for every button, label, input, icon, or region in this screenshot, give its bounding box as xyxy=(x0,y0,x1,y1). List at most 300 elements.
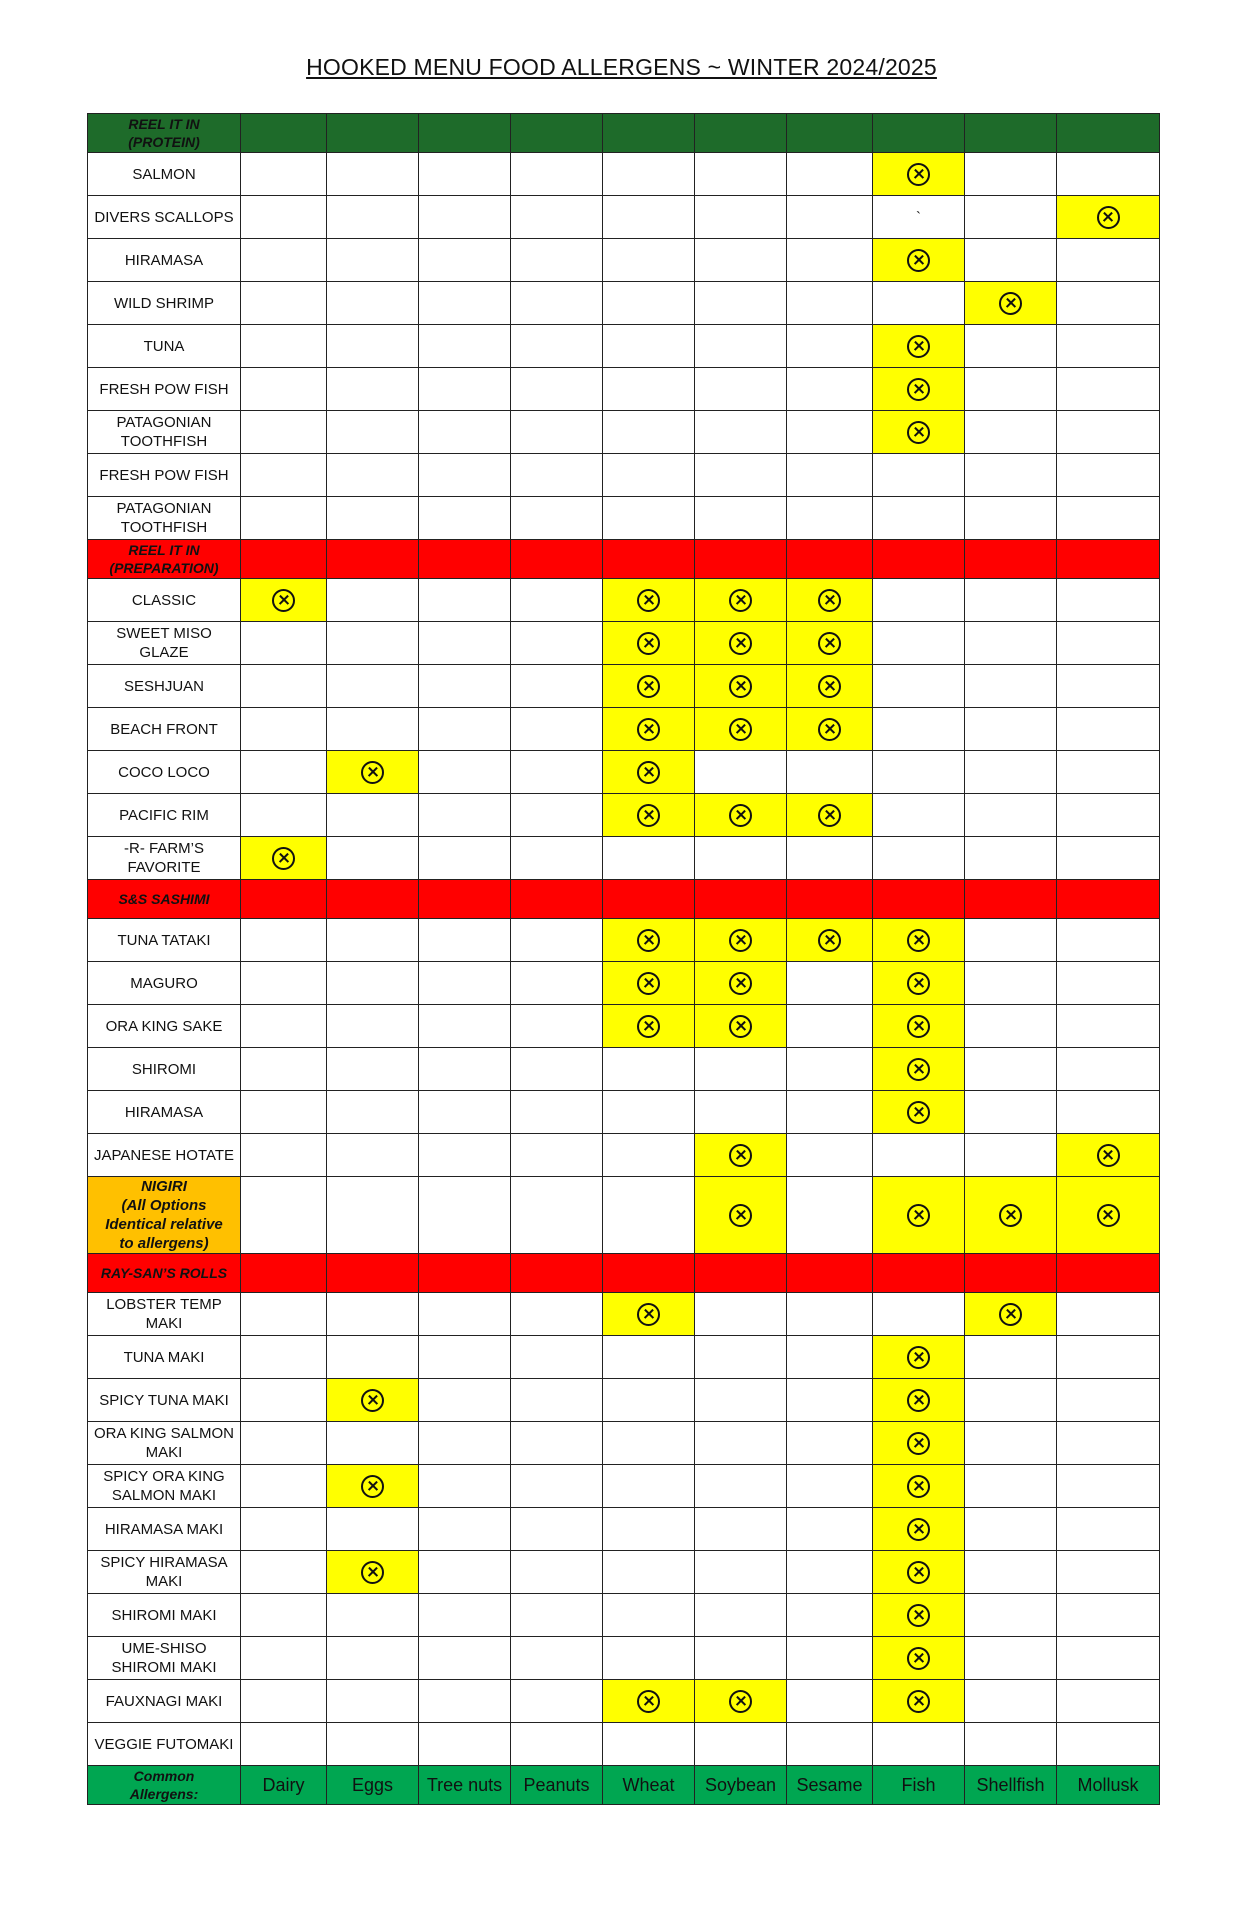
table-row xyxy=(88,196,1160,239)
empty-cell xyxy=(603,1134,695,1177)
label-line: TUNA xyxy=(143,337,185,355)
empty-cell xyxy=(965,1680,1057,1723)
empty-cell xyxy=(695,325,787,368)
allergen-cell-wheat xyxy=(603,751,695,794)
allergen-cell-eggs xyxy=(327,1551,419,1594)
allergen-cell-fish xyxy=(873,325,965,368)
empty-cell xyxy=(511,497,603,540)
empty-cell xyxy=(695,196,787,239)
empty-cell xyxy=(873,196,965,239)
circled-x-icon xyxy=(637,761,660,784)
allergen-cell-wheat xyxy=(603,665,695,708)
empty-cell xyxy=(241,196,327,239)
empty-cell xyxy=(1057,1637,1160,1680)
empty-cell xyxy=(511,1680,603,1723)
table-row xyxy=(88,962,1160,1005)
empty-cell xyxy=(1057,497,1160,540)
empty-cell xyxy=(327,325,419,368)
empty-cell xyxy=(787,411,873,454)
empty-cell xyxy=(511,1422,603,1465)
empty-cell xyxy=(1057,1091,1160,1134)
empty-cell xyxy=(787,196,873,239)
label-line: Identical relative xyxy=(105,1216,223,1233)
empty-cell xyxy=(511,837,603,880)
empty-cell xyxy=(419,411,511,454)
empty-cell xyxy=(787,1680,873,1723)
label-line: TOOTHFISH xyxy=(120,433,208,450)
empty-cell xyxy=(787,1723,873,1766)
empty-cell xyxy=(787,1637,873,1680)
empty-cell xyxy=(327,1336,419,1379)
empty-cell xyxy=(327,665,419,708)
empty-cell xyxy=(965,837,1057,880)
empty-cell xyxy=(327,196,419,239)
menu-item-name xyxy=(88,153,241,196)
allergen-cell-mollusk xyxy=(1057,1177,1160,1254)
empty-cell xyxy=(511,196,603,239)
empty-cell xyxy=(241,708,327,751)
empty-cell xyxy=(695,1637,787,1680)
menu-item-name xyxy=(88,1723,241,1766)
common-allergens-label xyxy=(88,1766,241,1805)
menu-item-name xyxy=(88,368,241,411)
empty-cell xyxy=(787,837,873,880)
table-row xyxy=(88,1551,1160,1594)
menu-item-name xyxy=(88,282,241,325)
circled-x-icon xyxy=(907,1346,930,1369)
empty-cell xyxy=(419,325,511,368)
allergen-cell-wheat xyxy=(603,579,695,622)
empty-cell xyxy=(241,1594,327,1637)
empty-cell xyxy=(419,962,511,1005)
section-fill-cell xyxy=(965,1254,1057,1293)
section-fill-cell xyxy=(873,880,965,919)
empty-cell xyxy=(965,751,1057,794)
circled-x-icon xyxy=(818,718,841,741)
empty-cell xyxy=(1057,919,1160,962)
empty-cell xyxy=(1057,1379,1160,1422)
circled-x-icon xyxy=(907,1690,930,1713)
section-fill-cell xyxy=(787,880,873,919)
menu-item-name xyxy=(88,1422,241,1465)
menu-item-name xyxy=(88,751,241,794)
table-body xyxy=(88,114,1160,1805)
section-fill-cell xyxy=(603,540,695,579)
empty-cell xyxy=(1057,1551,1160,1594)
circled-x-icon xyxy=(907,929,930,952)
empty-cell xyxy=(603,239,695,282)
empty-cell xyxy=(327,1594,419,1637)
label-line: HIRAMASA xyxy=(124,251,204,269)
allergen-cell-eggs xyxy=(327,1379,419,1422)
circled-x-icon xyxy=(907,1647,930,1670)
empty-cell xyxy=(327,1293,419,1336)
empty-cell xyxy=(965,579,1057,622)
table-row xyxy=(88,1048,1160,1091)
section-fill-cell xyxy=(787,1254,873,1293)
circled-x-icon xyxy=(361,1561,384,1584)
empty-cell xyxy=(511,665,603,708)
table-row xyxy=(88,1134,1160,1177)
menu-item-name xyxy=(88,497,241,540)
allergen-cell-sesame xyxy=(787,919,873,962)
allergen-cell-soybean xyxy=(695,579,787,622)
section-fill-cell xyxy=(965,114,1057,153)
section-fill-cell xyxy=(241,1254,327,1293)
empty-cell xyxy=(695,1379,787,1422)
empty-cell xyxy=(1057,368,1160,411)
table-row xyxy=(88,1005,1160,1048)
section-title xyxy=(88,540,241,579)
label-line: SPICY HIRAMASA xyxy=(100,1554,228,1571)
menu-item-name xyxy=(88,1091,241,1134)
table-row xyxy=(88,325,1160,368)
menu-item-name xyxy=(88,1177,241,1254)
empty-cell xyxy=(241,1379,327,1422)
section-fill-cell xyxy=(327,880,419,919)
allergen-cell-soybean xyxy=(695,962,787,1005)
allergen-cell-wheat xyxy=(603,622,695,665)
empty-cell xyxy=(327,1091,419,1134)
label-line: ORA KING SAKE xyxy=(105,1017,223,1035)
table-row xyxy=(88,794,1160,837)
empty-cell xyxy=(965,708,1057,751)
label-line: RAY-SAN’S ROLLS xyxy=(100,1265,228,1281)
label-line: PATAGONIAN xyxy=(116,414,212,431)
empty-cell xyxy=(327,837,419,880)
empty-cell xyxy=(873,282,965,325)
label-line: SESHJUAN xyxy=(123,677,205,695)
circled-x-icon xyxy=(637,632,660,655)
section-fill-cell xyxy=(1057,1254,1160,1293)
section-fill-cell xyxy=(241,540,327,579)
empty-cell xyxy=(873,794,965,837)
empty-cell xyxy=(695,1508,787,1551)
empty-cell xyxy=(787,1465,873,1508)
label-line: BEACH FRONT xyxy=(110,720,218,738)
empty-cell xyxy=(965,622,1057,665)
empty-cell xyxy=(241,1551,327,1594)
allergen-cell-eggs xyxy=(327,1465,419,1508)
circled-x-icon xyxy=(729,718,752,741)
empty-cell xyxy=(511,1723,603,1766)
section-fill-cell xyxy=(511,114,603,153)
empty-cell xyxy=(511,622,603,665)
label-line: MAGURO xyxy=(130,974,198,992)
empty-cell xyxy=(1057,1422,1160,1465)
section-fill-cell xyxy=(511,880,603,919)
empty-cell xyxy=(419,751,511,794)
empty-cell xyxy=(511,282,603,325)
circled-x-icon xyxy=(999,1204,1022,1227)
section-fill-cell xyxy=(873,1254,965,1293)
empty-cell xyxy=(419,622,511,665)
allergen-column-header: Wheat xyxy=(603,1766,695,1805)
circled-x-icon xyxy=(729,929,752,952)
allergen-cell-soybean xyxy=(695,919,787,962)
circled-x-icon xyxy=(907,1604,930,1627)
empty-cell xyxy=(511,919,603,962)
empty-cell xyxy=(327,622,419,665)
label-line: SPICY ORA KING xyxy=(103,1468,225,1485)
empty-cell xyxy=(965,1005,1057,1048)
empty-cell xyxy=(241,411,327,454)
empty-cell xyxy=(327,1422,419,1465)
section-fill-cell xyxy=(511,540,603,579)
empty-cell xyxy=(603,196,695,239)
section-fill-cell xyxy=(419,1254,511,1293)
stray-mark: ` xyxy=(916,208,921,226)
label-line: FAVORITE xyxy=(127,859,201,876)
section-fill-cell xyxy=(965,540,1057,579)
empty-cell xyxy=(419,196,511,239)
label-line: REEL IT IN xyxy=(128,116,200,132)
empty-cell xyxy=(603,1723,695,1766)
allergen-cell-sesame xyxy=(787,708,873,751)
section-header-row xyxy=(88,1254,1160,1293)
empty-cell xyxy=(241,1465,327,1508)
empty-cell xyxy=(419,794,511,837)
empty-cell xyxy=(511,454,603,497)
empty-cell xyxy=(241,153,327,196)
empty-cell xyxy=(787,325,873,368)
empty-cell xyxy=(695,837,787,880)
allergen-column-header: Shellfish xyxy=(965,1766,1057,1805)
menu-item-name xyxy=(88,1465,241,1508)
empty-cell xyxy=(965,196,1057,239)
label-line: REEL IT IN xyxy=(128,542,200,558)
label-line: SALMON xyxy=(132,165,196,183)
allergen-cell-fish xyxy=(873,919,965,962)
table-row xyxy=(88,1379,1160,1422)
empty-cell xyxy=(695,454,787,497)
circled-x-icon xyxy=(361,761,384,784)
menu-item-name xyxy=(88,708,241,751)
empty-cell xyxy=(787,282,873,325)
allergen-cell-sesame xyxy=(787,665,873,708)
table-row xyxy=(88,919,1160,962)
empty-cell xyxy=(511,411,603,454)
allergen-cell-wheat xyxy=(603,1680,695,1723)
empty-cell xyxy=(419,239,511,282)
allergen-cell-dairy xyxy=(241,837,327,880)
empty-cell xyxy=(511,1551,603,1594)
section-fill-cell xyxy=(327,540,419,579)
empty-cell xyxy=(695,1723,787,1766)
allergen-cell-shellfish xyxy=(965,282,1057,325)
menu-item-name xyxy=(88,665,241,708)
label-line: UME-SHISO xyxy=(121,1640,207,1657)
label-line: (PROTEIN) xyxy=(128,134,200,150)
empty-cell xyxy=(603,1508,695,1551)
allergen-cell-wheat xyxy=(603,962,695,1005)
empty-cell xyxy=(241,1422,327,1465)
empty-cell xyxy=(241,239,327,282)
empty-cell xyxy=(695,1091,787,1134)
empty-cell xyxy=(965,153,1057,196)
menu-item-name xyxy=(88,1005,241,1048)
empty-cell xyxy=(419,919,511,962)
allergen-cell-shellfish xyxy=(965,1293,1057,1336)
empty-cell xyxy=(327,153,419,196)
label-line: PATAGONIAN xyxy=(116,500,212,517)
empty-cell xyxy=(419,1134,511,1177)
empty-cell xyxy=(965,368,1057,411)
circled-x-icon xyxy=(637,929,660,952)
label-line: TOOTHFISH xyxy=(120,519,208,536)
empty-cell xyxy=(419,282,511,325)
circled-x-icon xyxy=(1097,1144,1120,1167)
label-line: GLAZE xyxy=(139,644,189,661)
empty-cell xyxy=(603,1637,695,1680)
label-line: (PREPARATION) xyxy=(109,560,219,576)
empty-cell xyxy=(1057,1594,1160,1637)
empty-cell xyxy=(603,1465,695,1508)
empty-cell xyxy=(511,1508,603,1551)
empty-cell xyxy=(1057,411,1160,454)
circled-x-icon xyxy=(907,1015,930,1038)
empty-cell xyxy=(511,1336,603,1379)
empty-cell xyxy=(511,239,603,282)
empty-cell xyxy=(965,1336,1057,1379)
circled-x-icon xyxy=(907,1204,930,1227)
circled-x-icon xyxy=(729,972,752,995)
empty-cell xyxy=(965,1091,1057,1134)
empty-cell xyxy=(419,1508,511,1551)
table-row xyxy=(88,1637,1160,1680)
menu-item-name xyxy=(88,196,241,239)
circled-x-icon xyxy=(999,292,1022,315)
allergen-cell-shellfish xyxy=(965,1177,1057,1254)
empty-cell xyxy=(787,1177,873,1254)
empty-cell xyxy=(1057,325,1160,368)
allergen-cell-fish xyxy=(873,1594,965,1637)
circled-x-icon xyxy=(999,1303,1022,1326)
section-fill-cell xyxy=(327,114,419,153)
empty-cell xyxy=(241,325,327,368)
allergen-cell-fish xyxy=(873,1091,965,1134)
empty-cell xyxy=(965,962,1057,1005)
empty-cell xyxy=(1057,1508,1160,1551)
allergen-cell-fish xyxy=(873,1422,965,1465)
empty-cell xyxy=(1057,1048,1160,1091)
section-fill-cell xyxy=(511,1254,603,1293)
label-line: SPICY TUNA MAKI xyxy=(99,1391,229,1409)
empty-cell xyxy=(695,1048,787,1091)
table-row xyxy=(88,665,1160,708)
table-row xyxy=(88,1422,1160,1465)
section-fill-cell xyxy=(1057,114,1160,153)
section-fill-cell xyxy=(787,540,873,579)
empty-cell xyxy=(603,368,695,411)
allergen-cell-fish xyxy=(873,1637,965,1680)
label-line: WILD SHRIMP xyxy=(113,294,214,312)
table-row xyxy=(88,497,1160,540)
empty-cell xyxy=(787,751,873,794)
empty-cell xyxy=(419,837,511,880)
empty-cell xyxy=(1057,837,1160,880)
empty-cell xyxy=(873,497,965,540)
circled-x-icon xyxy=(907,163,930,186)
section-fill-cell xyxy=(695,880,787,919)
empty-cell xyxy=(965,1594,1057,1637)
empty-cell xyxy=(419,454,511,497)
section-fill-cell xyxy=(965,880,1057,919)
table-row xyxy=(88,153,1160,196)
circled-x-icon xyxy=(729,675,752,698)
section-fill-cell xyxy=(787,114,873,153)
empty-cell xyxy=(1057,1336,1160,1379)
empty-cell xyxy=(419,1680,511,1723)
empty-cell xyxy=(965,1465,1057,1508)
empty-cell xyxy=(965,1134,1057,1177)
circled-x-icon xyxy=(637,1303,660,1326)
empty-cell xyxy=(241,1680,327,1723)
menu-item-name xyxy=(88,837,241,880)
empty-cell xyxy=(327,1134,419,1177)
menu-item-name xyxy=(88,794,241,837)
label-line: S&S SASHIMI xyxy=(118,891,210,907)
empty-cell xyxy=(1057,1680,1160,1723)
circled-x-icon xyxy=(818,589,841,612)
empty-cell xyxy=(965,1379,1057,1422)
empty-cell xyxy=(965,919,1057,962)
circled-x-icon xyxy=(637,589,660,612)
allergen-cell-fish xyxy=(873,1551,965,1594)
circled-x-icon xyxy=(1097,206,1120,229)
empty-cell xyxy=(965,411,1057,454)
table-row xyxy=(88,282,1160,325)
empty-cell xyxy=(241,962,327,1005)
circled-x-icon xyxy=(1097,1204,1120,1227)
empty-cell xyxy=(327,411,419,454)
label-line: SHIROMI xyxy=(131,1060,197,1078)
empty-cell xyxy=(419,1637,511,1680)
empty-cell xyxy=(511,751,603,794)
empty-cell xyxy=(1057,454,1160,497)
section-title xyxy=(88,880,241,919)
empty-cell xyxy=(327,282,419,325)
menu-item-name xyxy=(88,622,241,665)
empty-cell xyxy=(511,1293,603,1336)
empty-cell xyxy=(965,794,1057,837)
section-fill-cell xyxy=(603,114,695,153)
section-fill-cell xyxy=(327,1254,419,1293)
allergen-cell-soybean xyxy=(695,708,787,751)
table-row xyxy=(88,1465,1160,1508)
empty-cell xyxy=(695,497,787,540)
empty-cell xyxy=(1057,622,1160,665)
empty-cell xyxy=(1057,708,1160,751)
empty-cell xyxy=(787,497,873,540)
table-row xyxy=(88,1177,1160,1254)
empty-cell xyxy=(419,1177,511,1254)
table-row xyxy=(88,454,1160,497)
empty-cell xyxy=(787,1551,873,1594)
empty-cell xyxy=(511,1091,603,1134)
empty-cell xyxy=(787,1594,873,1637)
empty-cell xyxy=(327,454,419,497)
section-fill-cell xyxy=(241,880,327,919)
empty-cell xyxy=(965,1723,1057,1766)
empty-cell xyxy=(419,708,511,751)
label-line: MAKI xyxy=(145,1573,183,1590)
allergen-cell-fish xyxy=(873,1508,965,1551)
empty-cell xyxy=(695,153,787,196)
empty-cell xyxy=(787,153,873,196)
allergen-cell-wheat xyxy=(603,794,695,837)
empty-cell xyxy=(327,1723,419,1766)
